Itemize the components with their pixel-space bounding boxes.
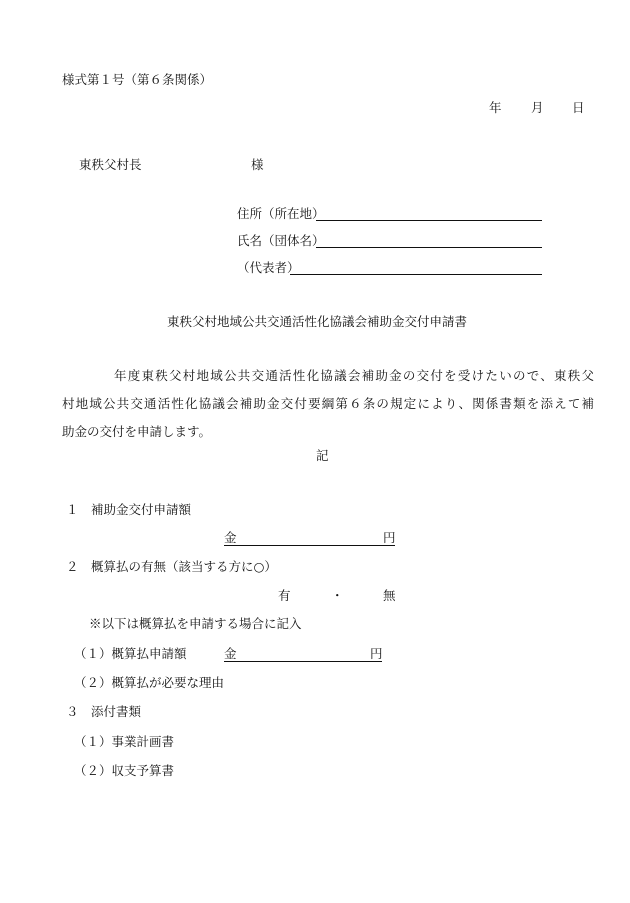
item1-amount-suffix: 円 — [383, 530, 396, 545]
representative-label: （代表者） — [237, 260, 300, 275]
body-line-1: 年度東秩父村地域公共交通活性化協議会補助金の交付を受けたいので、東秩父 — [114, 368, 594, 383]
sub1-amount-field[interactable] — [224, 661, 382, 662]
sub1-amount-prefix: 金 — [224, 646, 237, 661]
addressee-honorific: 様 — [251, 157, 264, 172]
sub1-label: （１）概算払申請額 — [74, 646, 187, 661]
date-day-label: 日 — [572, 100, 585, 115]
address-label: 住所（所在地） — [237, 206, 325, 221]
date-month-label: 月 — [531, 100, 544, 115]
item1-amount-prefix: 金 — [224, 530, 237, 545]
item1-label: １ 補助金交付申請額 — [66, 502, 192, 517]
item3-label: ３ 添付書類 — [66, 704, 142, 719]
date-year-label: 年 — [489, 100, 502, 115]
document-title: 東秩父村地域公共交通活性化協議会補助金交付申請書 — [167, 314, 468, 329]
attachment-1: （１）事業計画書 — [74, 734, 175, 749]
item2-separator: ・ — [331, 588, 344, 603]
name-label: 氏名（団体名） — [237, 233, 325, 248]
body-line-3: 助金の交付を申請します。 — [62, 424, 212, 439]
representative-field[interactable] — [290, 274, 542, 275]
sub1-amount-suffix: 円 — [370, 646, 383, 661]
item1-amount-field[interactable] — [224, 545, 395, 546]
form-number: 様式第１号（第６条関係） — [62, 72, 213, 87]
name-field[interactable] — [316, 247, 542, 248]
body-line-2: 村地域公共交通活性化協議会補助金交付要綱第６条の規定により、関係書類を添えて補 — [62, 396, 594, 411]
item2-yes-option[interactable]: 有 — [278, 588, 291, 603]
ki-heading: 記 — [316, 448, 329, 463]
sub2-label: （２）概算払が必要な理由 — [74, 675, 225, 690]
address-field[interactable] — [316, 220, 542, 221]
addressee-name: 東秩父村長 — [79, 157, 142, 172]
attachment-2: （２）収支予算書 — [74, 763, 175, 778]
advance-payment-note: ※以下は概算払を申請する場合に記入 — [89, 616, 302, 631]
item2-no-option[interactable]: 無 — [383, 588, 396, 603]
item2-label: ２ 概算払の有無（該当する方に○） — [66, 559, 277, 574]
